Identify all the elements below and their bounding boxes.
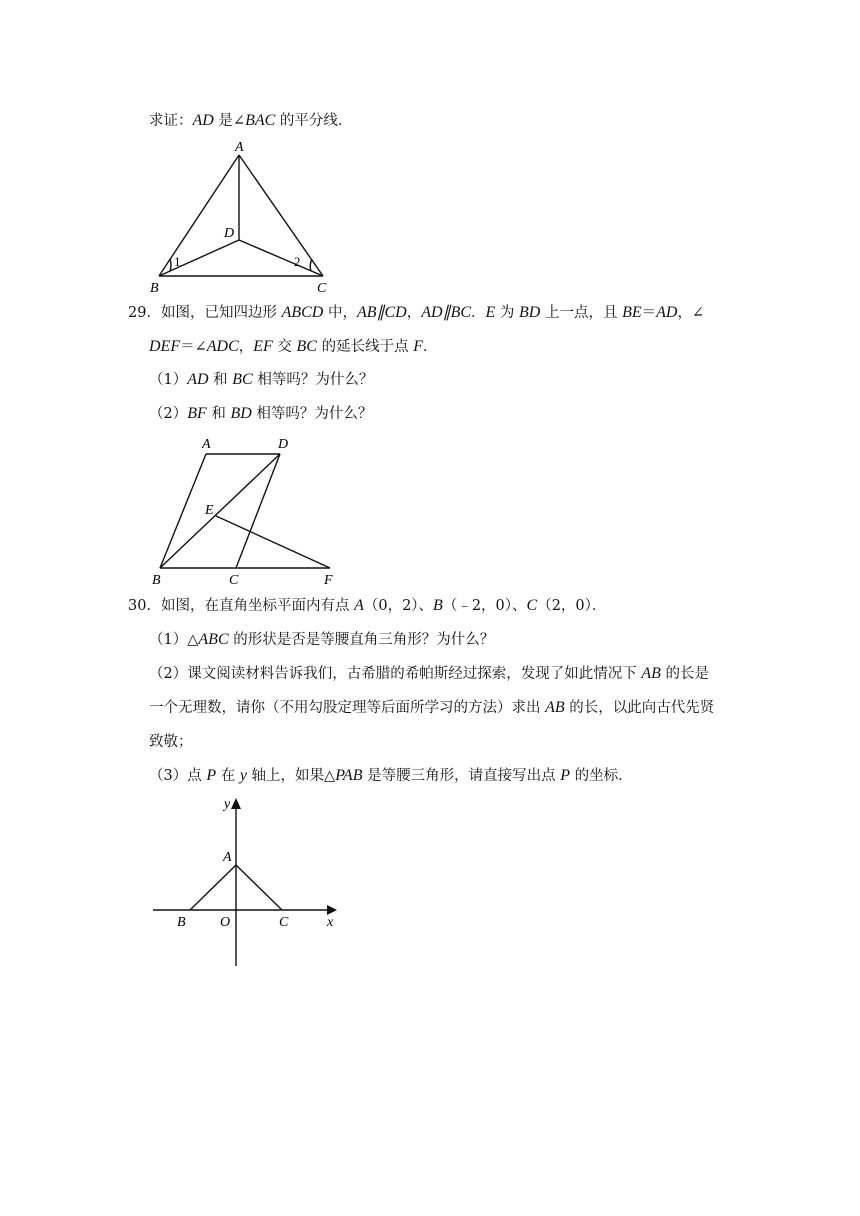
fig3-label-b: B <box>177 915 186 930</box>
text-segment: 致敬； <box>149 734 193 750</box>
text-segment: （1） <box>149 372 188 388</box>
text-segment: ＝∠ <box>180 339 207 355</box>
math-segment: BAC <box>245 112 276 129</box>
text-segment: ＝ <box>641 305 657 321</box>
math-segment: BE <box>622 304 642 321</box>
text-segment: 29．如图，已知四边形 <box>128 305 282 321</box>
math-segment: BD <box>519 304 541 321</box>
math-segment: F <box>413 338 423 355</box>
math-segment: DEF <box>149 338 181 355</box>
fig3-label-x: x <box>327 915 334 930</box>
math-segment: EF <box>253 338 273 355</box>
text-segment: 中， <box>323 305 357 321</box>
text-segment: 上一点，且 <box>540 305 623 321</box>
math-segment: BC <box>296 338 317 355</box>
math-segment: BF <box>187 405 207 422</box>
math-segment: AD <box>187 371 209 388</box>
text-segment: 的坐标． <box>569 768 633 784</box>
math-segment: AB <box>545 699 565 716</box>
math-segment: AD <box>192 112 214 129</box>
text-segment: 是∠ <box>213 113 246 129</box>
fig2-label-b: B <box>152 573 161 588</box>
text-segment: 在 <box>216 768 240 784</box>
text-segment: ． <box>422 339 438 355</box>
text-segment: 的长，以此向古代先贤 <box>564 700 715 716</box>
text-segment: ， <box>238 339 254 355</box>
fig1-label-a: A <box>235 140 244 155</box>
text-segment: 求证： <box>149 113 193 129</box>
math-segment: E <box>485 304 496 321</box>
text-segment: 和 <box>206 406 231 422</box>
text-segment: 是等腰三角形，请直接写出点 <box>362 768 561 784</box>
math-segment: ∥ <box>376 304 385 321</box>
math-segment: AB <box>641 665 661 682</box>
math-segment: P <box>560 767 570 784</box>
text-segment: （2） <box>149 406 188 422</box>
fig1-label-b: B <box>150 281 159 296</box>
fig2-label-d: D <box>278 437 289 452</box>
text-segment: 为 <box>495 305 520 321</box>
text-segment: 的形状是否是等腰直角三角形？为什么？ <box>228 632 495 648</box>
fig2-label-c: C <box>229 573 239 588</box>
math-segment: AD <box>656 304 678 321</box>
fig3-label-a: A <box>223 850 232 865</box>
text-segment: 30．如图，在直角坐标平面内有点 <box>128 598 355 614</box>
y-axis-arrow-icon <box>231 798 241 809</box>
text-segment: 和 <box>208 372 233 388</box>
fig2-label-f: F <box>324 573 333 588</box>
math-segment: y <box>239 767 247 784</box>
fig3-label-y: y <box>224 797 231 812</box>
math-segment: P <box>206 767 217 784</box>
x-axis-arrow-icon <box>327 905 337 915</box>
fig1-label-c: C <box>317 281 327 296</box>
text-segment: 的延长线于点 <box>316 339 414 355</box>
math-segment: ABCD <box>281 304 324 321</box>
text-segment: ， <box>406 305 422 321</box>
fig3-label-c: C <box>279 915 289 930</box>
math-segment: ABC <box>198 631 229 648</box>
text-segment: 轴上，如果△ <box>246 768 336 784</box>
text-segment: ． <box>471 305 486 321</box>
fig3-label-o: O <box>220 915 231 930</box>
text-segment: 交 <box>272 339 297 355</box>
math-segment: AD <box>421 304 443 321</box>
fig2-label-e: E <box>205 503 214 518</box>
fig2-label-a: A <box>202 437 211 452</box>
math-segment: BD <box>230 405 252 422</box>
text-segment: （0，2）、 <box>363 598 434 614</box>
math-segment: C <box>526 597 538 614</box>
math-segment: CD <box>384 304 407 321</box>
fig1-label-d: D <box>224 226 235 241</box>
text-segment: 相等吗？为什么？ <box>252 372 374 388</box>
math-segment: ADC <box>206 338 239 355</box>
math-segment: B <box>433 597 443 614</box>
text-segment: （﹣2，0）、 <box>442 598 527 614</box>
text-segment: （3）点 <box>149 768 207 784</box>
text-segment: 一个无理数，请你（不用勾股定理等后面所学习的方法）求出 <box>149 700 546 716</box>
math-segment: BC <box>232 371 253 388</box>
text-segment: ，∠ <box>677 305 705 321</box>
math-segment: BC <box>450 304 472 321</box>
math-segment: ∥ <box>442 304 451 321</box>
math-segment: PAB <box>335 767 363 784</box>
text-segment: （2，0）． <box>537 598 607 614</box>
text-segment: 的长是 <box>660 666 709 682</box>
text-segment: （1）△ <box>149 632 199 648</box>
math-segment: A <box>354 597 364 614</box>
text-segment: 的平分线． <box>275 113 353 129</box>
text-segment: （2）课文阅读材料告诉我们，古希腊的希帕斯经过探索，发现了如此情况下 <box>149 666 642 682</box>
fig1-angle-2: 2 <box>294 254 301 269</box>
fig1-angle-1: 1 <box>174 254 181 269</box>
text-segment: 相等吗？为什么？ <box>251 406 373 422</box>
math-segment: AB <box>356 304 377 321</box>
